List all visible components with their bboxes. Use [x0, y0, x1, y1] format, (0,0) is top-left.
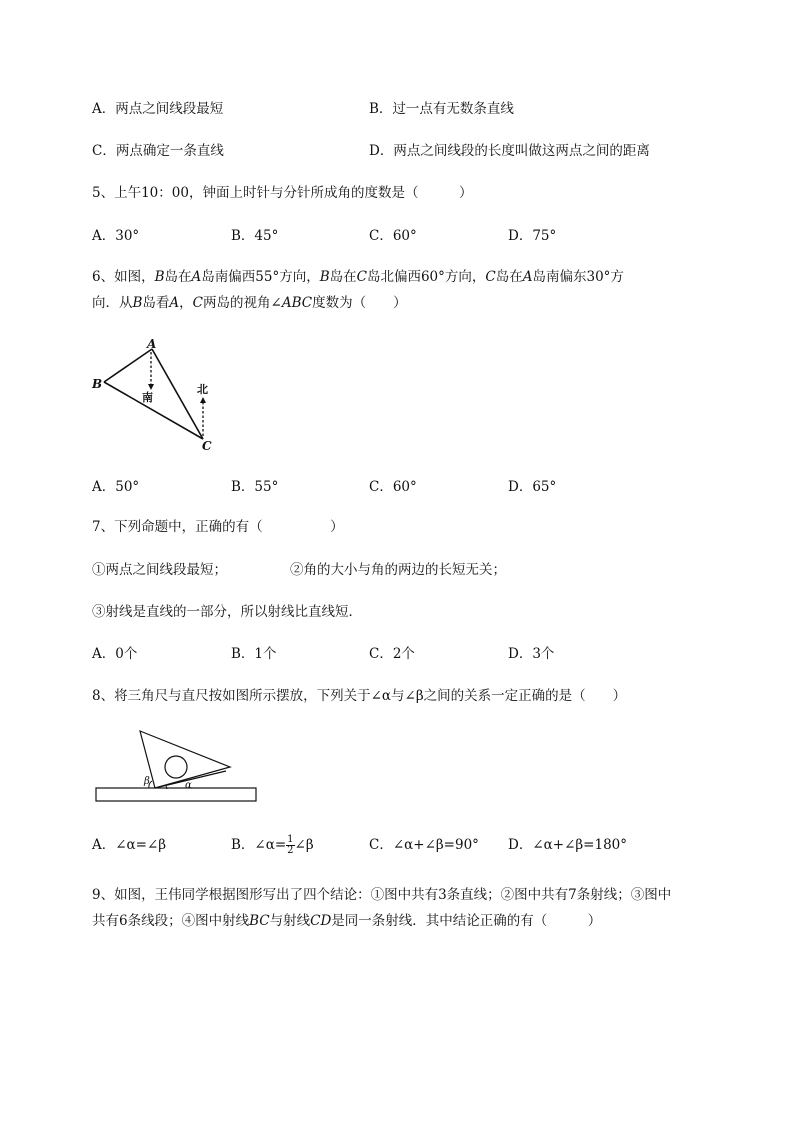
q9-stem-line1: 9、如图，王伟同学根据图形写出了四个结论：①图中共有3条直线；②图中共有7条射线；③图中: [92, 887, 672, 903]
q4-option-a: A．两点之间线段最短: [92, 101, 224, 117]
q8-option-a: A．∠α=∠β: [92, 837, 167, 853]
q9-var: BC: [249, 913, 270, 929]
q6-option-a: A．50°: [92, 479, 140, 495]
q8-option-b-prefix: B．∠α=: [231, 837, 287, 853]
q6-text: 向．从: [92, 295, 133, 311]
q9-text: 与射线: [269, 913, 311, 929]
q6-option-c: C．60°: [369, 479, 417, 495]
q7-option-d: D．3个: [508, 646, 555, 662]
q4-option-b: B．过一点有无数条直线: [369, 101, 514, 117]
label-b: B: [92, 377, 103, 391]
q6-text: 岛南偏西55°方向，: [201, 269, 320, 285]
ruler: [96, 788, 256, 801]
q6-text: 两岛的视角∠: [203, 295, 282, 311]
q6-option-b: B．55°: [231, 479, 279, 495]
q6-text: ，: [179, 295, 193, 311]
q7-item-2: ②角的大小与角的两边的长短无关；: [290, 562, 506, 578]
label-beta: β: [144, 776, 150, 787]
q7-item-1: ①两点之间线段最短；: [92, 562, 227, 578]
q6-var: B: [132, 295, 143, 311]
label-a: A: [147, 337, 157, 351]
q5-option-a: A．30°: [92, 228, 140, 244]
q6-var: A: [169, 295, 180, 311]
q6-var: B: [319, 269, 330, 285]
q4-option-c: C．两点确定一条直线: [92, 143, 224, 159]
q6-var: B: [154, 269, 165, 285]
q6-text: 岛看: [142, 295, 170, 311]
fraction-denominator: 2: [287, 845, 294, 856]
q6-option-d: D．65°: [508, 479, 557, 495]
label-south: 南: [142, 391, 153, 404]
q6-var: A: [191, 269, 202, 285]
q6-var: C: [192, 295, 204, 311]
q8-option-c: C．∠α+∠β=90°: [369, 837, 479, 853]
q8-option-d: D．∠α+∠β=180°: [508, 837, 628, 853]
q6-var: A: [522, 269, 533, 285]
q7-option-a: A．0个: [92, 646, 138, 662]
q7-option-b: B．1个: [231, 646, 277, 662]
q6-var: ABC: [281, 295, 313, 311]
fraction-one-half: [286, 835, 294, 856]
q6-text: 岛南偏东30°方: [532, 269, 624, 285]
q4-option-d: D．两点之间线段的长度叫做这两点之间的距离: [369, 143, 650, 159]
q6-var: C: [485, 269, 496, 285]
q9-text: 是同一条射线．其中结论正确的有（ ）: [331, 913, 602, 929]
q7-item-3: ③射线是直线的一部分，所以射线比直线短．: [92, 604, 362, 620]
q5-option-d: D．75°: [508, 228, 557, 244]
q5-option-b: B．45°: [231, 228, 279, 244]
set-square-hole: [165, 756, 187, 778]
q8-stem: 8、将三角尺与直尺按如图所示摆放，下列关于∠α与∠β之间的关系一定正确的是（ ）: [92, 688, 627, 704]
q9-stem-line2: [92, 912, 601, 930]
q7-option-c: C．2个: [369, 646, 415, 662]
q9-text: 共有6条线段；④图中射线: [92, 913, 250, 929]
q8-option-b-suffix: ∠β: [294, 837, 314, 853]
fraction-numerator: 1: [287, 834, 294, 845]
q6-text: 岛北偏西60°方向，: [366, 269, 486, 285]
q6-text: 6、如图，: [92, 269, 155, 285]
q8-option-b: [231, 832, 314, 858]
label-north: 北: [197, 383, 208, 396]
q9-var: CD: [310, 913, 332, 929]
q7-stem: 7、下列命题中，正确的有（ ）: [92, 519, 344, 535]
label-alpha: α: [185, 780, 192, 791]
q5-option-c: C．60°: [369, 228, 417, 244]
label-c: C: [202, 439, 212, 453]
q5-stem: 5、上午10：00，钟面上时针与分针所成角的度数是（ ）: [92, 185, 473, 201]
q6-var: C: [356, 269, 367, 285]
q6-text: 岛在: [495, 269, 523, 285]
q6-text: 岛在: [329, 269, 357, 285]
q6-text: 岛在: [164, 269, 192, 285]
q6-text: 度数为（ ）: [312, 295, 407, 311]
